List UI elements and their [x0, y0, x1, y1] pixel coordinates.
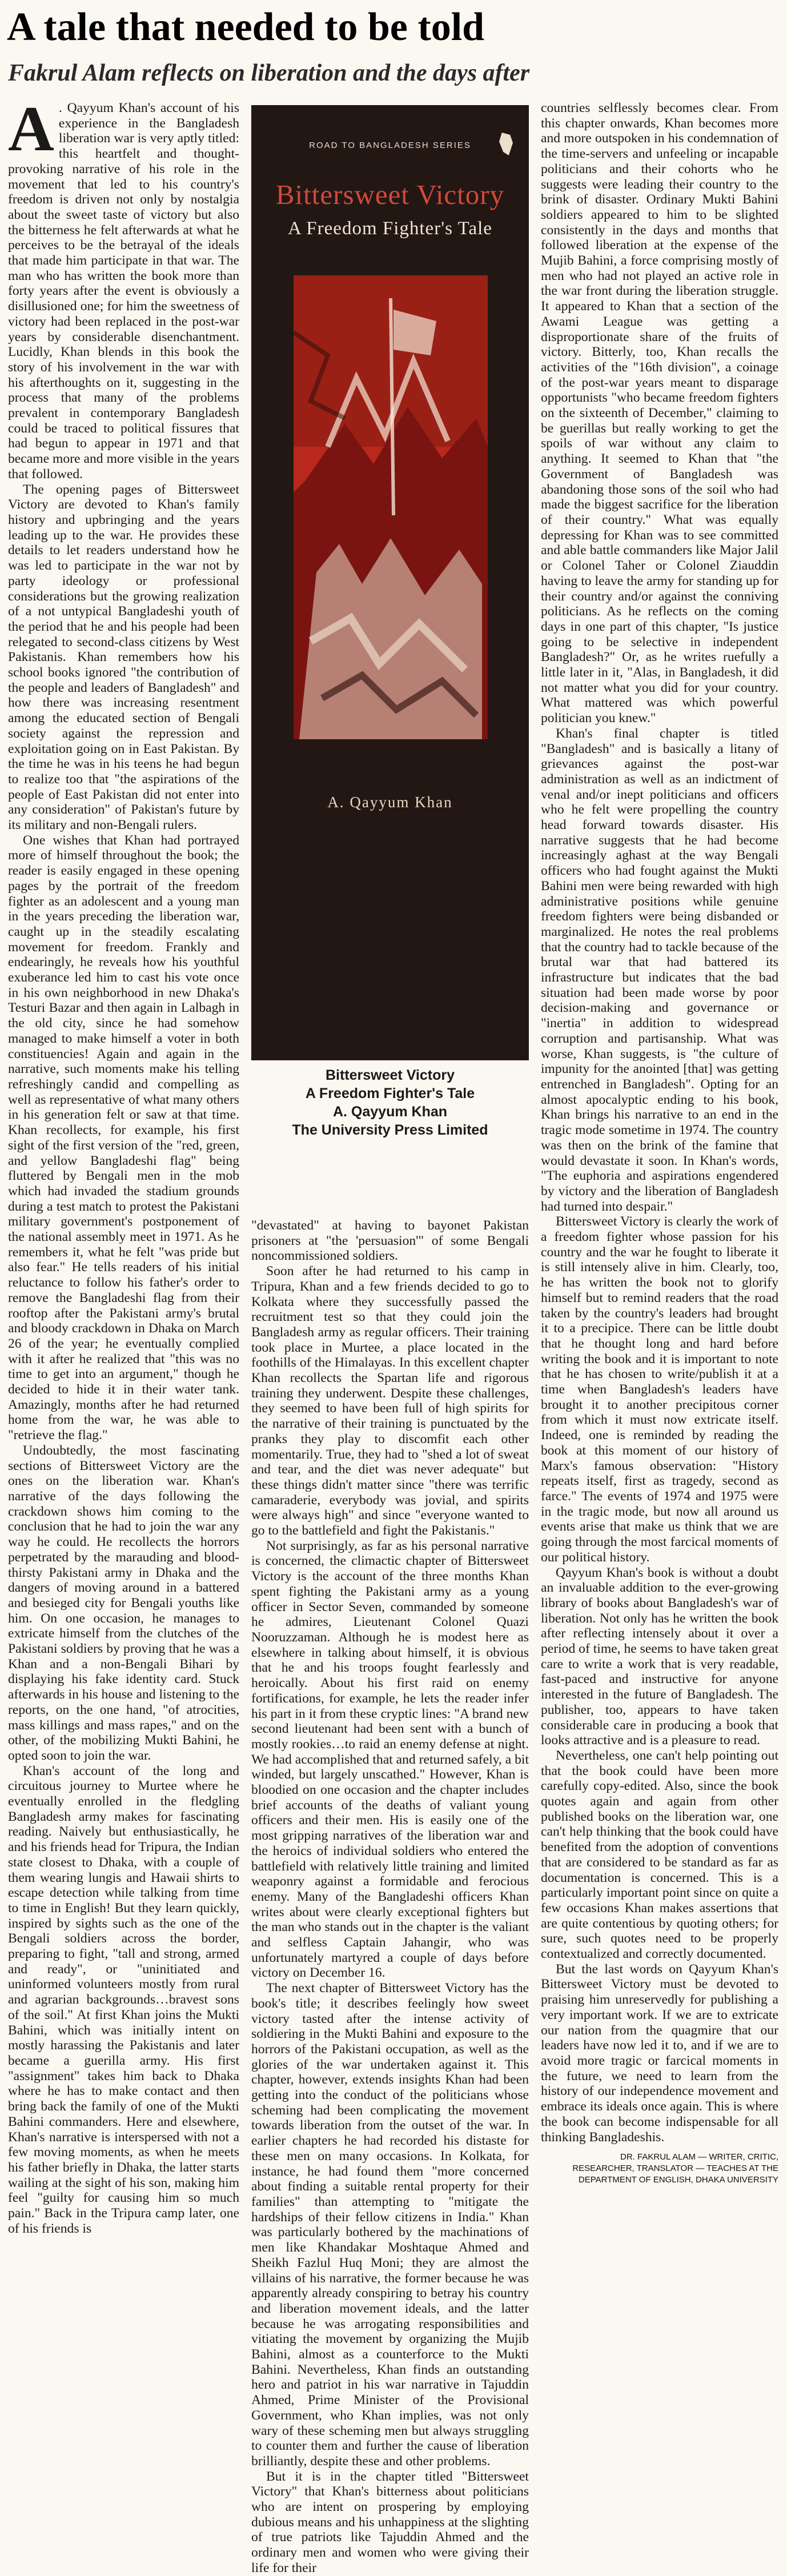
book-info-author: A. Qayyum Khan — [332, 1104, 448, 1120]
book-info-subtitle: A Freedom Fighter's Tale — [305, 1085, 475, 1101]
article-paragraph: The next chapter of Bittersweet Victory has the book's title; it describes feelingly how sweet victory tasted after the intense activity of soldiering in the Mukti Bahini and exposure to the horrors of the Pakistani occupation, as well as the glories of the war undertaken against it. This chapter, however, extends insights Khan had been getting into the conduct of the politicians whose scheming had been complicating the movement towards liberation from the outset of the war. In earlier chapters he had recorded his distaste for these men on many occasions. In Kolkata, for instance, he had found them "more concerned about finding a suitable rental property for their families" than attempting to "mitigate the hardships of their fellow citizens in India." Khan was particularly bothered by the machinations of men like Khandakar Moshtaque Ahmed and Sheikh Fazlul Huq Moni; they are almost the villains of his narrative, the former because he was apparently already conspiring to betray his country and liberation movement ideals, and the latter because he was arrogating responsibilities and vitiating the movement by organizing the Mujib Bahini, almost as a counterforce to the Mukti Bahini. Nevertheless, Khan finds an outstanding hero and patriot in his war narrative in Tajuddin Ahmed, Prime Minister of the Provisional Government, who Khan implies, was not only wary of these scheming men but always struggling to counter them and further the cause of liberation brilliantly, despite these and other problems. — [251, 1981, 529, 2469]
book-cover-subtitle: A Freedom Fighter's Tale — [288, 218, 492, 239]
book-cover-author: A. Qayyum Khan — [327, 794, 453, 811]
author-byline — [541, 2152, 778, 2186]
drop-cap: A — [8, 94, 54, 165]
article-paragraph: Soon after he had returned to his camp in Tripura, Khan and a few friends decided to go to Kolkata where they successfully passed the recruitment test so that they could join the Bangladesh army as regular officers. Their training took place in Murtee, a place located in the foothills of the Himalayas. In this excellent chapter Khan recollects the Spartan life and rigorous training they underwent. Despite these challenges, they seemed to have been full of high spirits for the narrative of their training is punctuated by the pranks they play to discomfit each other momentarily. True, they had to "shed a lot of sweat and tear, and the diet was never adequate" but these things didn't matter since "there was terrific camaraderie, everybody was jovial, and spirits were always high" and since "everyone wanted to go to the battlefield and fight the Pakistanis." — [251, 1264, 529, 1539]
book-cover-title: Bittersweet Victory — [275, 179, 505, 210]
article-paragraph: Bittersweet Victory is clearly the work of a freedom fighter whose passion for his country and the war he fought to liberate it is still intensely alive in him. Clearly, too, he has written the book not to glorify himself but to remind readers that the road taken by the country's leaders had brought it to a precipice. There can be little doubt that he thought long and hard before writing the book and it is important to note that he has chosen to write/publish it at a time when Bangladesh's leaders have brought it to another precipitous corner from which it must now extricate itself. Indeed, one is reminded by reading the book at this moment of our history of Marx's famous observation: "History repeats itself, first as tragedy, second as farce." The events of 1974 and 1975 were in the tragic mode, but now all around us events arise that make us think that we are going through the most farcical moments of our political history. — [541, 1214, 778, 1565]
cover-artwork — [294, 275, 488, 739]
article-paragraph: Undoubtedly, the most fascinating sections of Bittersweet Victory are the ones on the liberation war. Khan's narrative of the days following the crackdown shows him coming to the conclusion that he had to join the war any way he could. He recollects the horrors perpetrated by the marauding and blood-thirsty Pakistani army in Dhaka and the dangers of moving around in a battered and besieged city for Bengali youths like him. On one occasion, he manages to extricate himself from the clutches of the Pakistani soldiers by proving that he was a Khan and a non-Bengali Bihari by displaying his fake identity card. Stuck afterwards in his house and listening to the reports, on the one hand, "of atrocities, mass killings and mass rapes," and on the other, of the mobilizing Mukti Bahini, he opted soon to join the war. — [8, 1443, 239, 1763]
article-paragraph: Qayyum Khan's book is without a doubt an invaluable addition to the ever-growing library of books about Bangladesh's war of liberation. Not only has he written the book after reflecting intensely about it over a period of time, he seems to have taken great care to write a work that is very readable, fast-paced and instructive for anyone interested in the future of Bangladesh. The publisher, too, appears to have taken considerable care in producing a book that looks attractive and is a pleasure to read. — [541, 1565, 779, 1748]
book-cover-series: ROAD TO BANGLADESH SERIES — [309, 141, 471, 150]
article-paragraph — [8, 94, 239, 482]
byline-line: RESEARCHER, TRANSLATOR — TEACHES AT THE — [572, 2164, 778, 2173]
article-paragraph: Khan's account of the long and circuitous journey to Murtee where he eventually enrolled in the fledgling Bangladesh army makes for fascinating reading. Naively but enthusiastically, he and his friends head for Tripura, the Indian state closest to Dhaka, with a couple of them wearing lungis and Hawaii shirts to escape detection while talking from time to time in English! But they learn quickly, inspired by sights such as the one of the Bengali soldiers across the border, preparing to fight, "tall and strong, armed and ready", or "uninitiated and uninformed volunteers mostly from rural and agrarian backgrounds…bravest sons of the soil." At first Khan joins the Mukti Bahini, which was initially intent on mostly harassing the Pakistanis and later became a guerilla army. His first "assignment" takes him back to Dhaka where he has to make contact and then bring back the family of one of the Mukti Bahini commanders. Here and elsewhere, Khan's narrative is interspersed with not a few moving moments, as when he meets his father briefly in Dhaka, the latter starts wailing at the sight of his son, making him feel "guilty for causing him so much pain." Back in the Tripura camp later, one of his friends is — [8, 1763, 239, 2236]
byline-line: DEPARTMENT OF ENGLISH, DHAKA UNIVERSITY — [578, 2175, 778, 2185]
article-column-1 — [8, 94, 239, 2236]
article-paragraph: The opening pages of Bittersweet Victory are devoted to Khan's family history and upbringing and the years leading up to the war. He provides these details to let readers understand how he was led to participate in the war not by party ideology or professional considerations but the growing realization of a not untypical Bangladeshi youth of the period that he and his people had been relegated to second-class citizens by West Pakistanis. Khan remembers how his school books ignored "the contribution of the people and leaders of Bangladesh" and how there was increasing resentment among the educated section of Bengali society against the repression and exploitation going on in East Pakistan. By the time he was in his teens he had begun to realize too that "the aspirations of the people of East Pakistan did not enter into any consideration" of Pakistan's future by its military and non-Bengali rulers. — [8, 482, 239, 833]
book-info-caption — [251, 1066, 529, 1139]
article-paragraph: One wishes that Khan had portrayed more of himself throughout the book; the reader is easily engaged in these opening pages by the portrait of the freedom fighter as an adolescent and a young man in the years preceding the liberation war, caught up in the steadily escalating movement for freedom. Frankly and endearingly, he reveals how his youthful exuberance led him to cast his vote once in his own neighborhood in new Dhaka's Testuri Bazar and then again in Lalbagh in the old city, since he had somehow managed to make himself a voter in both constituencies! Again and again in the narrative, such moments make his telling refreshingly candid and compelling as well as representative of what many others in his generation felt or saw at that time. Khan recollects, for example, his first sight of the first version of the "red, green, and yellow Bangladeshi flag" being fluttered by Bengali men in the mob which had invaded the stadium grounds during a test match to protest the Pakistani military government's postponement of the national assembly meet in 1971. As he remembers it, what he felt "was pride but also fear." He tells readers of his initial reluctance to follow his father's order to remove the Bangladeshi flag from their rooftop after the Pakistani army's brutal and bloody crackdown in Dhaka on March 26 of the year; he eventually complied with it after he realized that "this was no time to get into an argument," though he decided to hide it in their water tank. Amazingly, months after he had returned home from the war, he was able to "retrieve the flag." — [8, 832, 239, 1443]
article-paragraph: countries selflessly becomes clear. From this chapter onwards, Khan becomes more and more outspoken in his condemnation of the time-servers and unfeeling or incapable politicians and their cohorts who he suggests were leading their country to the brink of disaster. Ordinary Mukti Bahini soldiers appeared to him to be slighted consistently in the days and months that followed liberation at the expense of the Mujib Bahini, a force comprising mostly of men who had not played an active role in the war front during the liberation struggle. It appeared to Khan that a section of the Awami League was getting a disproportionate share of the fruits of victory. Bitterly, too, Khan recalls the activities of the "16th division", a coinage of the post-war years meant to disparage opportunists "who became freedom fighters on the sixteenth of December," claiming to be guerillas but really working to get the spoils of war without any claim to anything. It seemed to Khan that "the Government of Bangladesh was abandoning those sons of the soil who had made the biggest sacrifice for the liberation of their country." What was equally depressing for Khan was to see committed and able battle commanders like Major Jalil or Colonel Taher or Colonel Ziauddin having to leave the army for standing up for their country and/or against the conniving politicians. As he reflects on the coming days in one part of this chapter, "Is justice going to be selective in independent Bangladesh?" Or, as he writes ruefully a little later in it, "Alas, in Bangladesh, it did not matter what you did for your country. What mattered was which powerful politician you knew." — [541, 101, 778, 726]
article-paragraph: But the last words on Qayyum Khan's Bittersweet Victory must be devoted to praising him unreservedly for publishing a very important work. If we are to extricate our nation from the quagmire that our leaders have now led it to, and if we are to avoid more tragic or farcical moments in the future, we need to learn from the history of our independence movement and embrace its ideals once again. This is where the book can become indispensable for all thinking Bangladeshis. — [541, 1961, 778, 2145]
subheadline: Fakrul Alam reflects on liberation and the days after — [8, 60, 530, 86]
book-info-publisher: The University Press Limited — [292, 1122, 488, 1138]
book-cover-image — [251, 105, 529, 1060]
article-paragraph: Nevertheless, one can't help pointing out that the book could have been more carefully copy-edited. Also, since the book quotes again and again from other published books on the liberation war, one can't help thinking that the book could have benefited from the adoption of conventions that are considered to be standard as far as documentation is concerned. This is a particularly important point since on quite a few occasions Khan makes assertions that are quite contentious by quoting others; for sure, such quotes need to be properly contextualized and correctly documented. — [541, 1748, 778, 1962]
article-paragraph: But it is in the chapter titled "Bittersweet Victory" that Khan's bitterness about politicians who are intent on prospering by employing dubious means and his unhappiness at the slighting of true patriots like Tajuddin Ahmed and the ordinary men and women who were giving their life for their — [251, 2469, 529, 2575]
article-paragraph: Not surprisingly, as far as his personal narrative is concerned, the climactic chapter of Bittersweet Victory is the account of the three months Khan spent fighting the Pakistani army as a young officer in Sector Seven, commanded by someone he admires, Lieutenant Colonel Quazi Nooruzzaman. Although he is modest here as elsewhere in talking about himself, it is obvious that he and his troops fought fearlessly and heroically. About his first raid on enemy fortifications, for example, he lets the reader infer his part in it from these cryptic lines: "A brand new second lieutenant had been sent with a bunch of mostly rookies…to raid an enemy defense at night. We had accomplished that and returned safely, a bit winded, but largely unscathed." However, Khan is bloodied on one occasion and the chapter includes brief accounts of the deaths of valiant young officers and their men. His is easily one of the most gripping narratives of the liberation war and the heroics of individual soldiers who entered the battlefield with relatively little training and limited weaponry against a formidable and ferocious enemy. Many of the Bangladeshi officers Khan writes about were clearly exceptional fighters but the man who stands out in the chapter is the valiant and selfless Captain Jahangir, who was unfortunately martyred a couple of days before victory on December 16. — [251, 1538, 529, 1981]
book-info-title: Bittersweet Victory — [325, 1067, 455, 1083]
headline: A tale that needed to be told — [7, 5, 485, 49]
byline-line: DR. FAKRUL ALAM — WRITER, CRITIC, — [620, 2152, 778, 2162]
article-column-3 — [541, 101, 778, 2146]
article-paragraph: Khan's final chapter is titled "Bangladesh" and is basically a litany of grievances against the post-war administration as well as an indictment of venal and/or inept politicians and officers who he felt were propelling the country head forward towards disaster. His narrative suggests that he had become increasingly aghast at the way Bengali officers who had fought against the Mukti Bahini men were being rewarded with high administrative positions while genuine freedom fighters were being disbanded or marginalized. He notes the real problems that the country had to tackle because of the brutal war that had battered its infrastructure but indicates that the bad situation had been made worse by poor decision-making and governance or "inertia" in addition to widespread corruption and partisanship. What was worse, Khan suggests, is "the culture of impunity for the anointed [that] was getting entrenched in Bangladesh". Opting for an almost apocalyptic ending to his book, Khan brings his narrative to an end in the tragic mode sometime in 1974. The country was then on the brink of the famine that would devastate it soon. In Khan's words, "The euphoria and aspirations engendered by victory and the liberation of Bangladesh had turned into despair." — [541, 726, 778, 1214]
article-column-2 — [251, 1218, 529, 2575]
article-paragraph: "devastated" at having to bayonet Pakistan prisoners at "the 'persuasion'" of some Bengali noncommissioned soldiers. — [251, 1218, 529, 1264]
paragraph-text: . Qayyum Khan's account of his experience in the Bangladesh liberation war is very aptly titled: this heartfelt and thought-provoking narrative of his role in the movement that led to his country's freedom is driven not only by nostalgia about the sweet taste of victory but also the bitterness he felt afterwards at what he perceives to be the betrayal of the ideals that made him participate in that war. The man who has written the book more than forty years after the event is obviously a disillusioned one; for him the sweetness of victory had been replaced in the post-war years by considerable disenchantment. Lucidly, Khan blends in this book the story of his involvement in the war with his afterthoughts on it, suggesting in the process that many of the problems prevalent in contemporary Bangladesh could be traced to political fissures that had begun to appear in 1971 and that became more and more visible in the years that followed. — [8, 101, 239, 482]
